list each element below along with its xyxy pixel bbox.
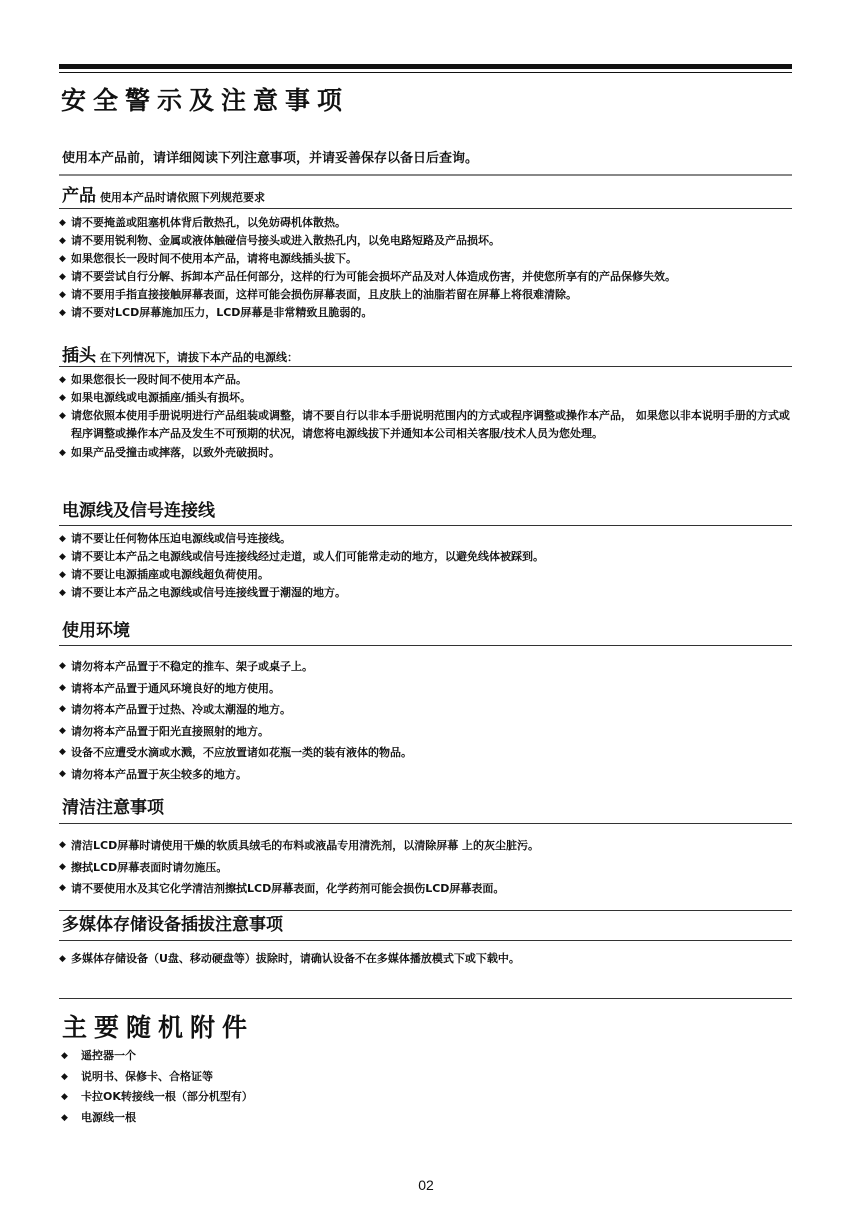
section-media-heading (62, 913, 283, 937)
diamond-bullet-icon: ◆ (59, 272, 66, 282)
top-border-thick (59, 64, 792, 69)
section-plug-list (59, 371, 799, 462)
list-item: ◆ 擦拭LCD屏幕表面时请勿施压。 (59, 857, 799, 879)
diamond-bullet-icon: ◆ (59, 375, 66, 385)
diamond-bullet-icon: ◆ (59, 308, 66, 318)
list-item: ◆ 请不要让任何物体压迫电源线或信号连接线。 (59, 530, 799, 548)
section-cleaning-title: 清洁注意事项 (62, 798, 164, 818)
list-item: ◆ 请勿将本产品置于阳光直接照射的地方。 (59, 721, 799, 743)
diamond-bullet-icon: ◆ (61, 1112, 68, 1123)
list-item: ◆ 电源线一根 (61, 1108, 253, 1129)
diamond-bullet-icon: ◆ (59, 290, 66, 300)
section-product-list (59, 214, 799, 322)
section-plug-divider (59, 366, 792, 367)
list-item: ◆ 如果产品受撞击或摔落，以致外壳破损时。 (59, 444, 799, 462)
list-item: ◆ 请不要尝试自行分解、拆卸本产品任何部分，这样的行为可能会损坏产品及对人体造成伤害，并使您所享有的产品保修失效。 (59, 268, 799, 286)
section-media-title: 多媒体存储设备插拔注意事项 (62, 915, 283, 935)
section-cleaning-divider (59, 823, 792, 824)
section-cable-list (59, 530, 799, 602)
section-product-heading (62, 184, 265, 210)
section-product-divider (59, 208, 792, 209)
diamond-bullet-icon: ◆ (61, 1071, 68, 1082)
accessories-divider (59, 998, 792, 999)
section-product-subtitle: 使用本产品时请依照下列规范要求 (100, 191, 265, 204)
list-item: ◆ 请不要让电源插座或电源线超负荷使用。 (59, 566, 799, 584)
list-item: ◆ 如果您很长一段时间不使用本产品。 (59, 371, 799, 389)
list-item: ◆ 请不要使用水及其它化学清洁剂擦拭LCD屏幕表面，化学药剂可能会损伤LCD屏幕表面。 (59, 878, 799, 900)
accessories-list (61, 1046, 253, 1128)
diamond-bullet-icon: ◆ (59, 588, 66, 598)
list-item: ◆ 请您依照本使用手册说明进行产品组装或调整，请不要自行以非本手册说明范围内的方式或程序调整或操作本产品， 如果您以非本说明手册的方式或程序调整或操作本产品及发生不可预期的状况，请您将电源线拔下并通知本公司相关客服/技术人员为您处理。 (59, 409, 790, 441)
list-item: ◆ 请勿将本产品置于过热、冷或太潮湿的地方。 (59, 699, 799, 721)
list-item: ◆ 请勿将本产品置于不稳定的推车、架子或桌子上。 (59, 656, 799, 678)
list-item: ◆ 请将本产品置于通风环境良好的地方使用。 (59, 678, 799, 700)
intro-divider (59, 174, 792, 176)
list-item: ◆ 设备不应遭受水滴或水溅，不应放置诸如花瓶一类的装有液体的物品。 (59, 742, 799, 764)
section-plug-subtitle: 在下列情况下，请拔下本产品的电源线： (100, 351, 298, 364)
diamond-bullet-icon: ◆ (59, 393, 66, 403)
diamond-bullet-icon: ◆ (61, 1051, 68, 1061)
section-cable-heading (62, 499, 215, 523)
intro-text: 使用本产品前，请详细阅读下列注意事项，并请妥善保存以备日后查询。 (62, 151, 479, 166)
diamond-bullet-icon: ◆ (59, 704, 66, 714)
diamond-bullet-icon: ◆ (61, 1092, 68, 1102)
section-cleaning-heading (62, 796, 164, 820)
list-item: ◆ 卡拉OK转接线一根（部分机型有） (61, 1087, 253, 1108)
list-item: ◆ 遥控器一个 (61, 1046, 253, 1067)
list-item: ◆ 如果电源线或电源插座/插头有损坏。 (59, 389, 799, 407)
diamond-bullet-icon: ◆ (59, 236, 66, 246)
diamond-bullet-icon: ◆ (59, 682, 66, 693)
list-item: ◆ 请不要对LCD屏幕施加压力，LCD屏幕是非常精致且脆弱的。 (59, 304, 799, 322)
section-cable-title: 电源线及信号连接线 (62, 501, 215, 521)
list-item: ◆ 请不要让本产品之电源线或信号连接线经过走道，或人们可能常走动的地方，以避免线体被踩到。 (59, 548, 799, 566)
diamond-bullet-icon: ◆ (59, 883, 66, 893)
page-number: 02 (418, 1177, 434, 1193)
diamond-bullet-icon: ◆ (59, 661, 66, 671)
accessories-title: 主要随机附件 (62, 1013, 255, 1042)
list-item: ◆ 说明书、保修卡、合格证等 (61, 1067, 253, 1088)
section-environment-divider (59, 645, 792, 646)
diamond-bullet-icon: ◆ (59, 552, 66, 562)
diamond-bullet-icon: ◆ (59, 840, 66, 850)
diamond-bullet-icon: ◆ (59, 534, 66, 544)
section-plug-title: 插头 (62, 346, 96, 366)
diamond-bullet-icon: ◆ (59, 747, 66, 757)
diamond-bullet-icon: ◆ (59, 570, 66, 580)
list-item: ◆ 请不要掩盖或阻塞机体背后散热孔，以免妨碍机体散热。 (59, 214, 799, 232)
list-item: ◆ 清洁LCD屏幕时请使用干燥的软质具绒毛的布料或液晶专用清洗剂，以清除屏幕 上的灰尘脏污。 (59, 835, 799, 857)
section-environment-title: 使用环境 (62, 621, 130, 641)
diamond-bullet-icon: ◆ (59, 861, 66, 872)
list-item: ◆ 请不要用手指直接接触屏幕表面，这样可能会损伤屏幕表面，且皮肤上的油脂若留在屏幕上将很难清除。 (59, 286, 799, 304)
section-environment-heading (62, 619, 130, 643)
section-cleaning-list (59, 835, 799, 900)
list-item: ◆ 请勿将本产品置于灰尘较多的地方。 (59, 764, 799, 786)
section-media-top-divider (59, 910, 792, 911)
list-item: ◆ 请不要用锐利物、金属或液体触碰信号接头或进入散热孔内，以免电路短路及产品损坏。 (59, 232, 799, 250)
section-media-list (59, 950, 799, 968)
page-title: 安全警示及注意事项 (61, 86, 350, 115)
top-border-thin (59, 72, 792, 73)
section-environment-list (59, 656, 799, 785)
diamond-bullet-icon: ◆ (59, 254, 66, 264)
diamond-bullet-icon: ◆ (59, 411, 66, 421)
list-item: ◆ 请不要让本产品之电源线或信号连接线置于潮湿的地方。 (59, 584, 799, 602)
diamond-bullet-icon: ◆ (59, 954, 66, 964)
section-product-title: 产品 (62, 186, 96, 206)
diamond-bullet-icon: ◆ (59, 218, 66, 228)
section-media-divider (59, 940, 792, 941)
list-item: ◆ 多媒体存储设备（U盘、移动硬盘等）拔除时，请确认设备不在多媒体播放模式下或下载中。 (59, 950, 799, 968)
diamond-bullet-icon: ◆ (59, 768, 66, 779)
diamond-bullet-icon: ◆ (59, 447, 66, 458)
list-item: ◆ 如果您很长一段时间不使用本产品，请将电源线插头拔下。 (59, 250, 799, 268)
section-cable-divider (59, 525, 792, 526)
diamond-bullet-icon: ◆ (59, 725, 66, 736)
